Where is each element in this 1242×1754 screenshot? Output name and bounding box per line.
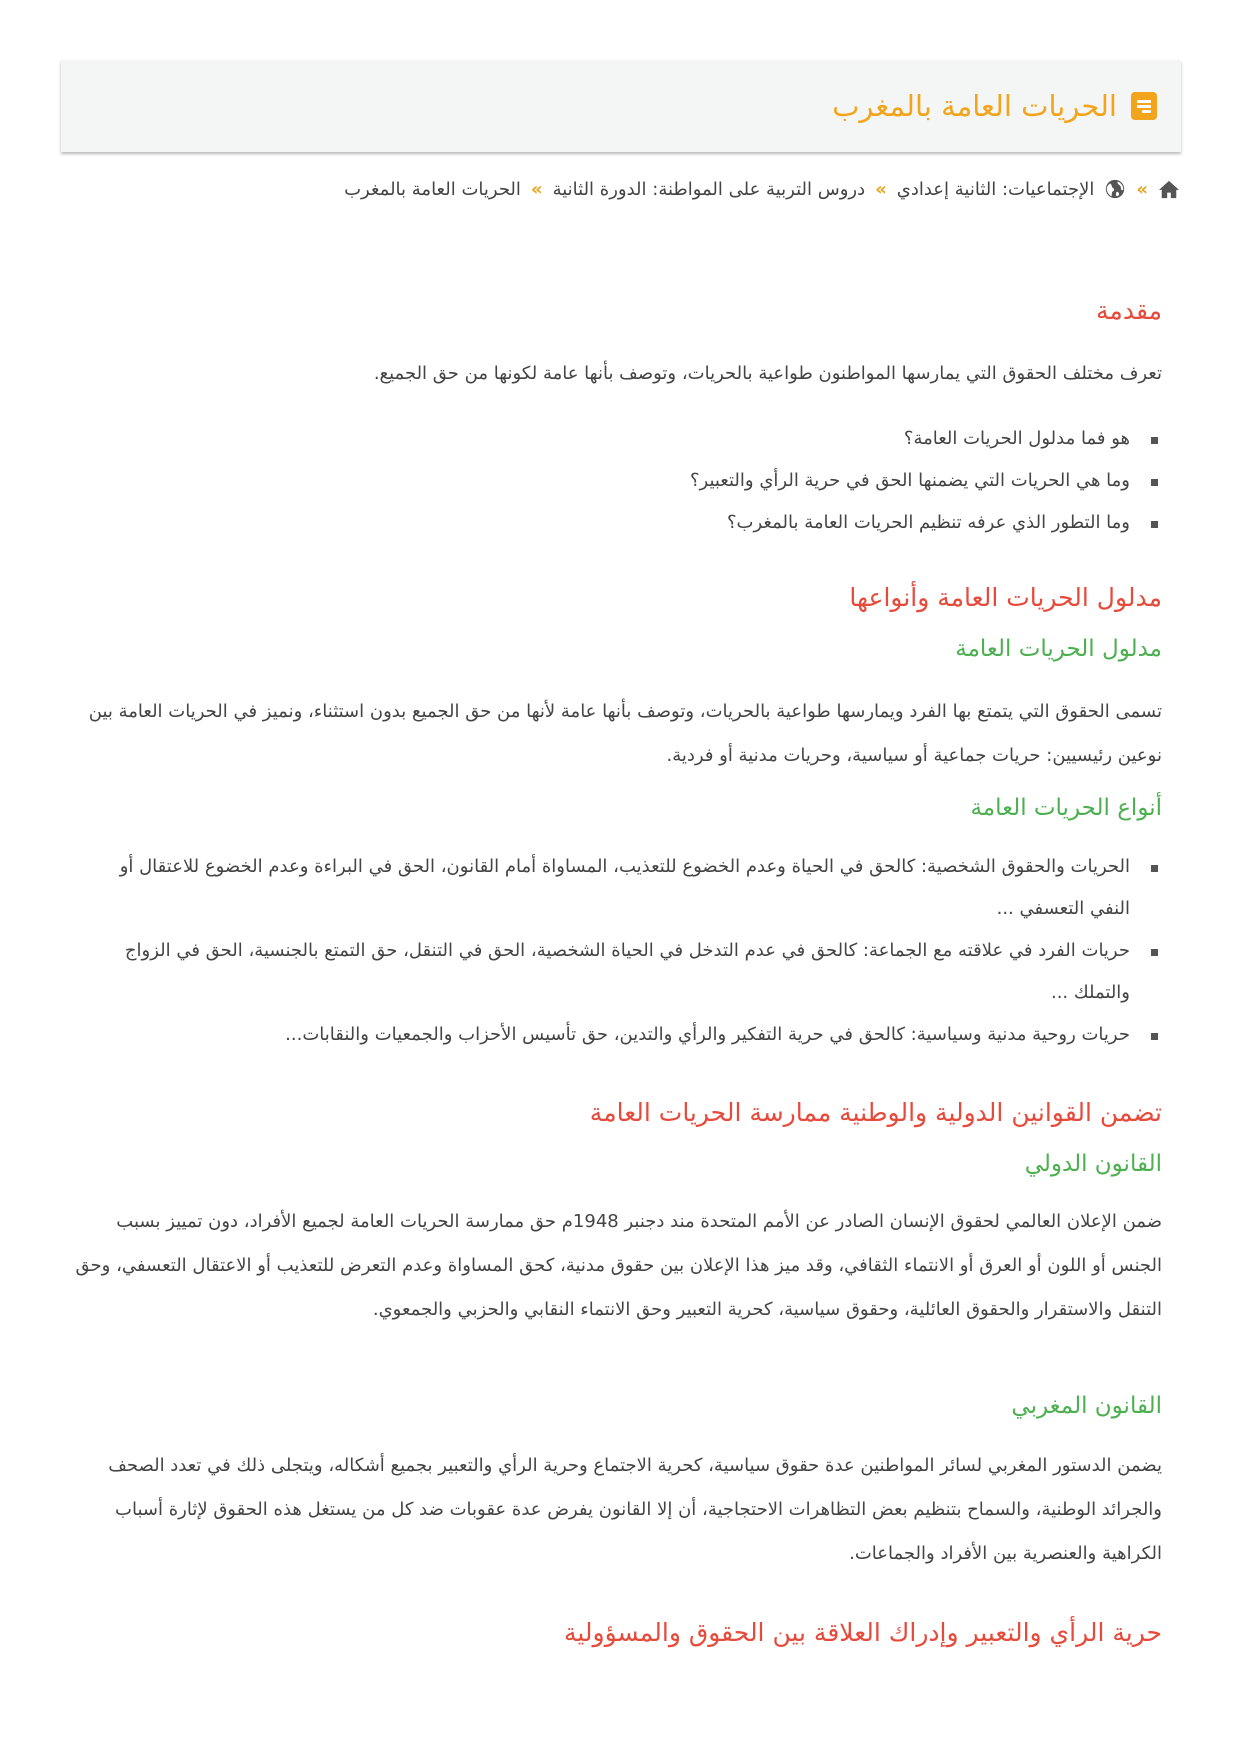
breadcrumb-separator: » <box>875 178 887 200</box>
breadcrumb <box>344 174 1180 204</box>
meaning-text: تسمى الحقوق التي يتمتع بها الفرد ويمارسها طواعية بالحريات، وتوصف بأنها عامة لأنها من حق الجميع بدون استثناء، ونميز في الحريات العامة بين نوعين رئيسيين: حريات جماعية أو سياسية، وحريات مدنية أو فردية. <box>88 701 1162 766</box>
breadcrumb-item-current: الحريات العامة بالمغرب <box>344 178 521 200</box>
moroccan-law-subheading: القانون المغربي <box>1011 1393 1162 1419</box>
breadcrumb-item-course[interactable]: دروس التربية على المواطنة: الدورة الثانية <box>552 178 866 200</box>
meaning-heading: مدلول الحريات العامة وأنواعها <box>849 583 1162 612</box>
list-item: حريات الفرد في علاقته مع الجماعة: كالحق في عدم التدخل في الحياة الشخصية، الحق في التنقل، حق التمتع بالجنسية، الحق في الزواج والتملك ... <box>102 930 1162 1014</box>
list-item: هو فما مدلول الحريات العامة؟ <box>102 418 1162 460</box>
intro-question-list <box>102 418 1162 544</box>
page-title: الحريات العامة بالمغرب <box>832 88 1117 123</box>
laws-heading: تضمن القوانين الدولية والوطنية ممارسة الحريات العامة <box>589 1098 1162 1127</box>
home-icon[interactable] <box>1158 179 1180 199</box>
types-list <box>102 846 1162 1056</box>
meaning-subheading: مدلول الحريات العامة <box>955 636 1162 662</box>
types-subheading: أنواع الحريات العامة <box>970 795 1162 821</box>
list-item: الحريات والحقوق الشخصية: كالحق في الحياة وعدم الخضوع للتعذيب، المساواة أمام القانون، الحق في البراءة وعدم الخضوع للاعتقال أو النفي التعسفي ... <box>102 846 1162 930</box>
globe-icon <box>1104 178 1126 200</box>
international-law-subheading: القانون الدولي <box>1024 1151 1162 1177</box>
document-icon <box>1131 92 1157 120</box>
moroccan-law-text: يضمن الدستور المغربي لسائر المواطنين عدة حقوق سياسية، كحرية الاجتماع وحرية الرأي والتعبير بجميع أشكاله، ويتجلى ذلك في تعدد الصحف والجرائد الوطنية، والسماح بتنظيم بعض التظاهرات الاحتجاجية، أن إلا القانون يفرض عدة عقوبات ضد كل من يستغل هذه الحقوق لإثارة أسباب الكراهية والعنصرية بين الأفراد والجماعات. <box>108 1455 1162 1564</box>
intro-heading: مقدمة <box>1096 296 1162 325</box>
intro-text: تعرف مختلف الحقوق التي يمارسها المواطنون طواعية بالحريات، وتوصف بأنها عامة لكونها من حق الجميع. <box>373 363 1162 384</box>
breadcrumb-separator: » <box>1136 178 1148 200</box>
title-card <box>61 60 1181 152</box>
list-item: وما التطور الذي عرفه تنظيم الحريات العامة بالمغرب؟ <box>102 502 1162 544</box>
international-law-text: ضمن الإعلان العالمي لحقوق الإنسان الصادر عن الأمم المتحدة مند دجنبر 1948م حق ممارسة الحريات العامة لجميع الأفراد، دون تمييز بسبب الجنس أو اللون أو العرق أو الانتماء الثقافي، وقد ميز هذا الإعلان بين حقوق مدنية، كحق المساواة وعدم التعرض للتعذيب أو الاعتقال التعسفي، وحق التنقل والاستقرار والحقوق العائلية، وحقوق سياسية، كحرية التعبير وحق الانتماء النقابي والحزبي والجمعوي. <box>75 1211 1162 1320</box>
list-item: حريات روحية مدنية وسياسية: كالحق في حرية التفكير والرأي والتدين، حق تأسيس الأحزاب والجمعيات والنقابات... <box>102 1014 1162 1056</box>
list-item: وما هي الحريات التي يضمنها الحق في حرية الرأي والتعبير؟ <box>102 460 1162 502</box>
expression-heading: حرية الرأي والتعبير وإدراك العلاقة بين الحقوق والمسؤولية <box>563 1618 1162 1647</box>
breadcrumb-item-subject[interactable]: الإجتماعيات: الثانية إعدادي <box>896 178 1095 200</box>
breadcrumb-separator: » <box>530 178 543 200</box>
